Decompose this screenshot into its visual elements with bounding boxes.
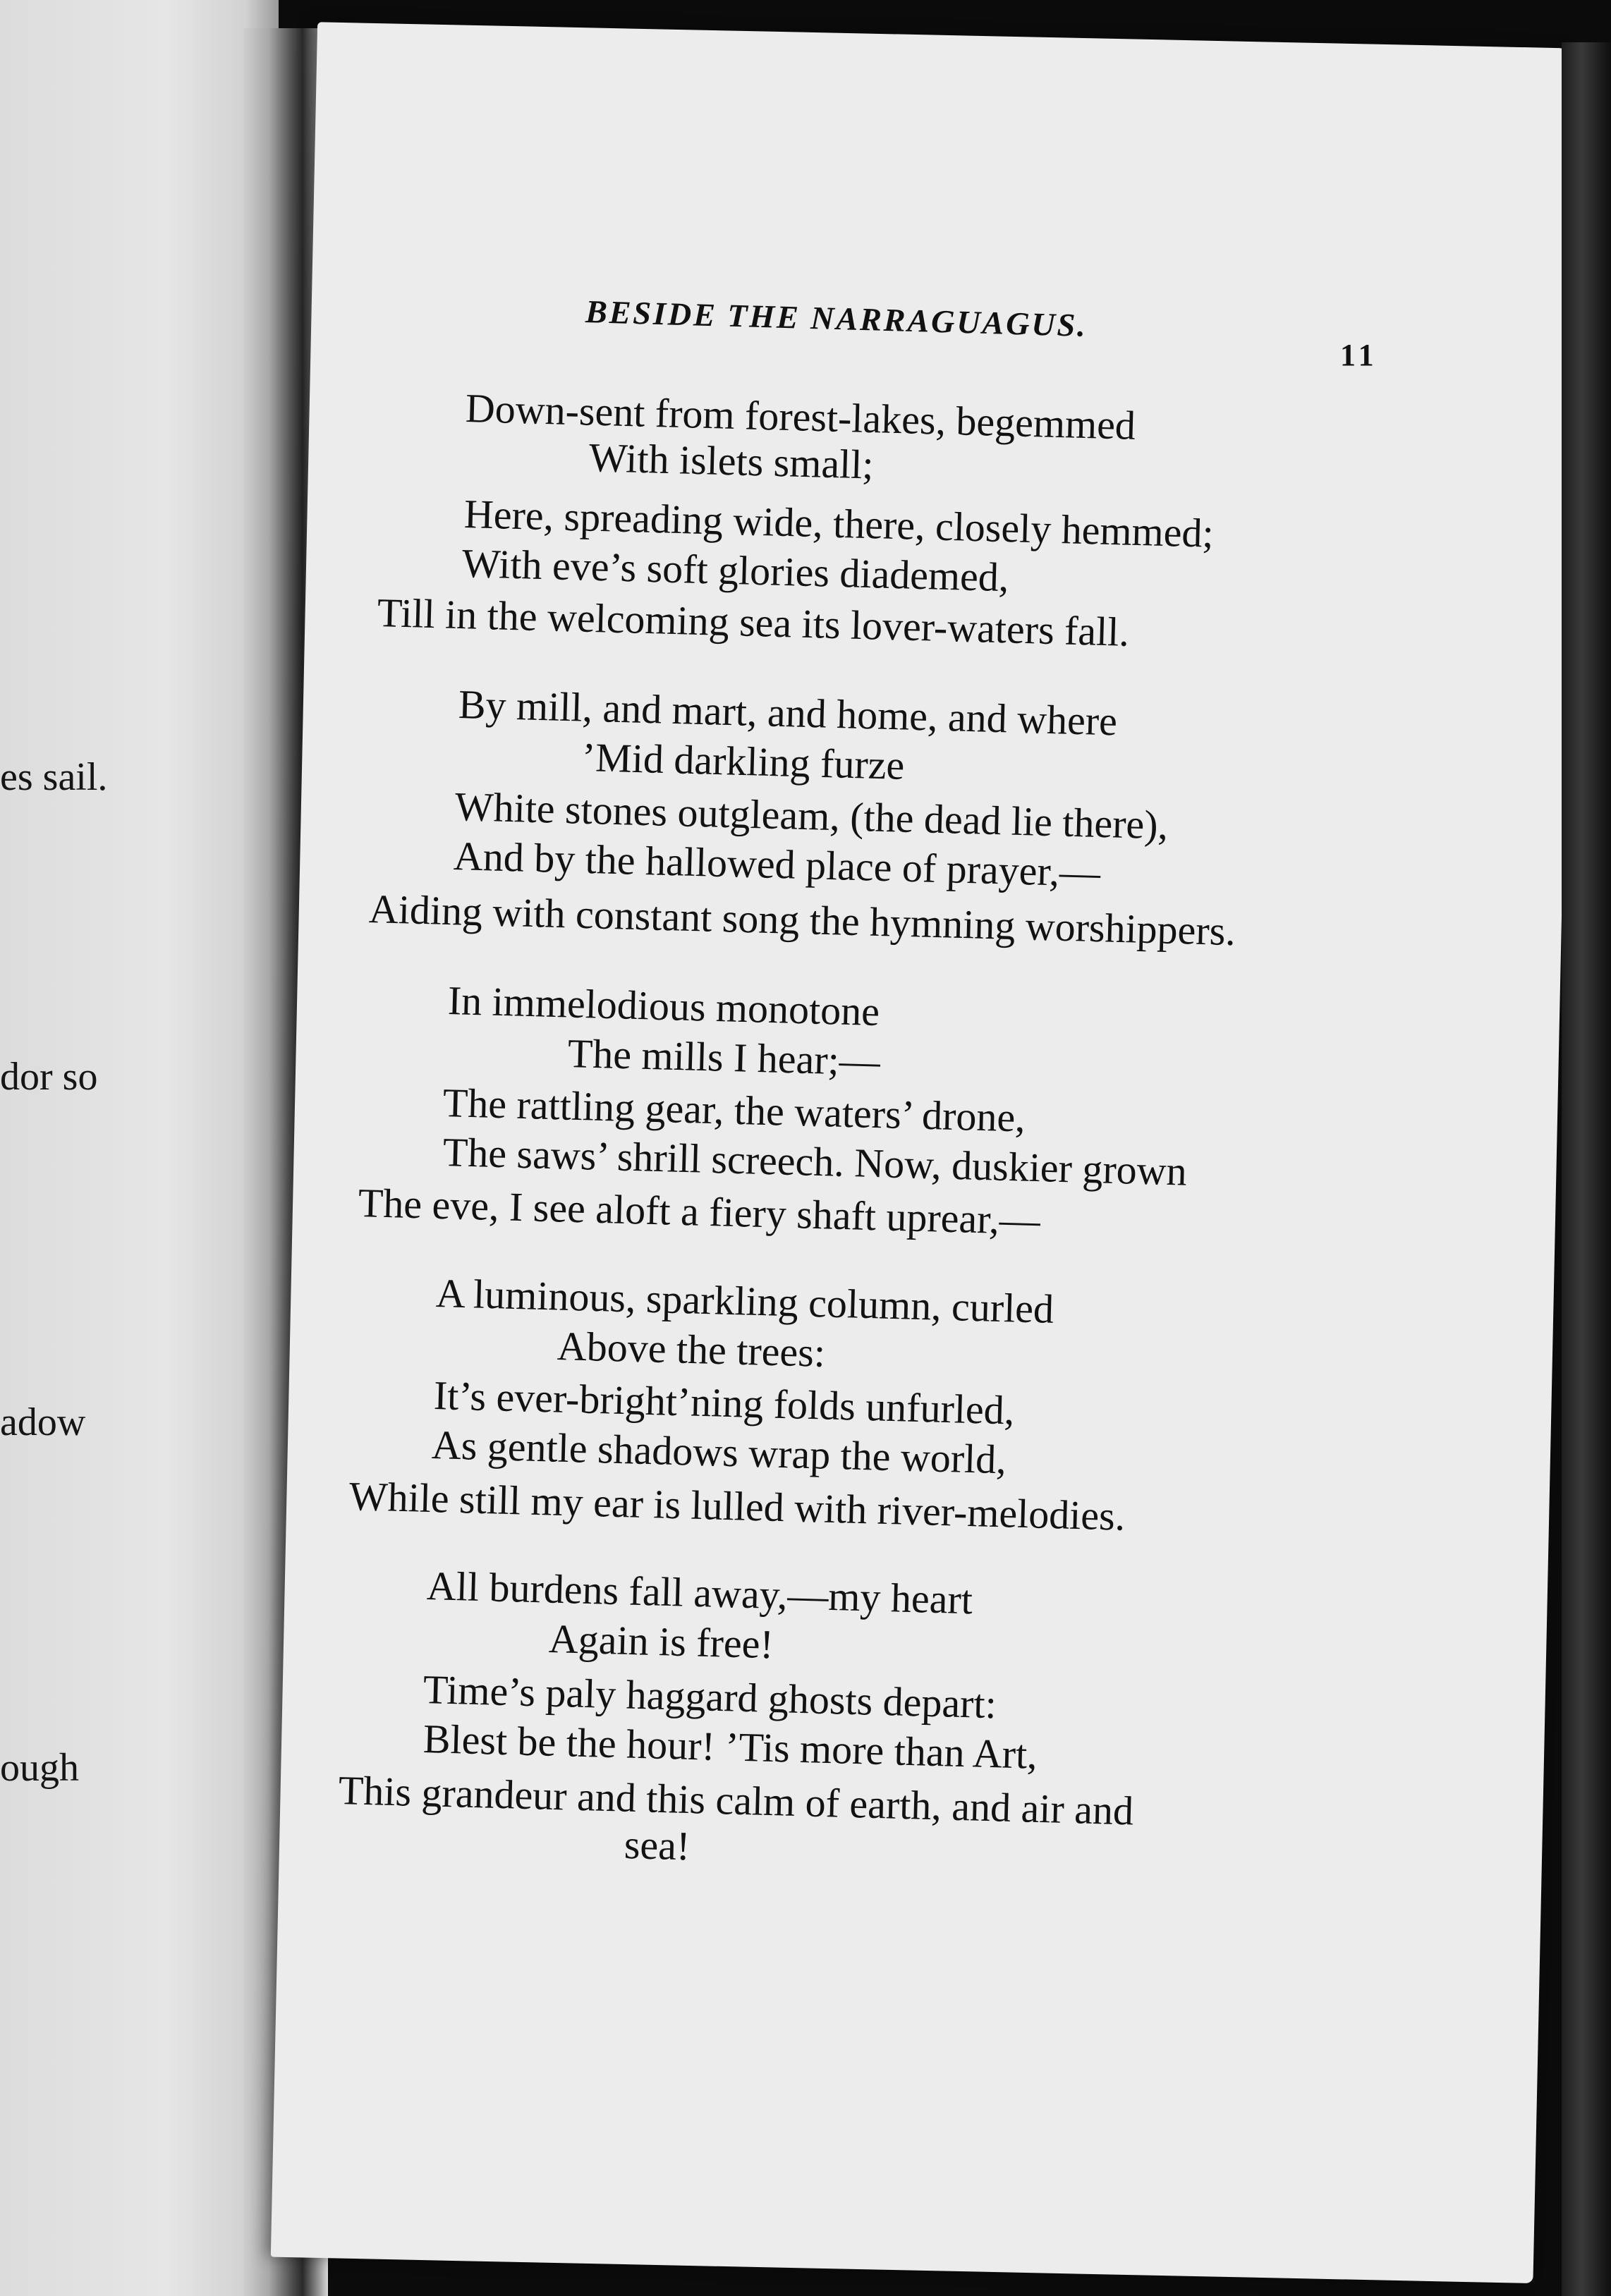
verse-line: Till in the welcoming sea its lover-waters fall. (377, 590, 1130, 655)
verse-line: sea! (624, 1821, 691, 1869)
verse-line: Blest be the hour! ’Tis more than Art, (422, 1716, 1038, 1778)
verse-line: Time’s paly haggard ghosts depart: (422, 1666, 997, 1728)
facing-page-fragment: es sail. (0, 755, 108, 799)
verse-line: All burdens fall away,—my heart (426, 1563, 973, 1623)
verse-line: The eve, I see aloft a fiery shaft uprear,— (358, 1180, 1041, 1244)
verse-line: In immelodious monotone (447, 977, 880, 1035)
verse-line: Above the trees: (557, 1323, 826, 1376)
verse-line: ’Mid darkling furze (581, 734, 906, 788)
verse-line: It’s ever-bright’ning folds unfurled, (433, 1372, 1016, 1434)
page-number: 11 (1340, 338, 1378, 372)
verse-line: The mills I hear;— (567, 1030, 881, 1085)
verse-line: This grandeur and this calm of earth, and air and (338, 1767, 1134, 1834)
verse-line: Here, spreading wide, there, closely hemmed; (463, 491, 1215, 556)
verse-line: With eve’s soft glories diademed, (461, 540, 1010, 601)
verse-line: While still my ear is lulled with river-melodies. (348, 1473, 1126, 1539)
verse-line: Down-sent from forest-lakes, begemmed (465, 385, 1136, 448)
verse-line: The saws’ shrill screech. Now, duskier grown (442, 1129, 1188, 1195)
verse-line: A luminous, sparkling column, curled (435, 1270, 1054, 1332)
verse-line: The rattling gear, the waters’ drone, (442, 1080, 1026, 1141)
verse-line: As gentle shadows wrap the world, (431, 1422, 1007, 1483)
facing-page (0, 0, 279, 2296)
facing-page-fragment: dor so (0, 1055, 98, 1099)
verse-line: Aiding with constant song the hymning worshippers. (368, 886, 1236, 955)
facing-page-fragment: adow (0, 1400, 86, 1444)
verse-line: White stones outgleam, (the dead lie there), (454, 783, 1169, 848)
verse-line: With islets small; (588, 434, 875, 488)
facing-page-fragment: ough (0, 1746, 79, 1790)
page-edge-shadow (1562, 42, 1611, 2296)
running-head: BESIDE THE NARRAGUAGUS. (585, 293, 1088, 343)
verse-line: Again is free! (548, 1616, 774, 1668)
verse-line: By mill, and mart, and home, and where (458, 681, 1118, 745)
verse-line: And by the hallowed place of prayer,— (453, 833, 1101, 896)
